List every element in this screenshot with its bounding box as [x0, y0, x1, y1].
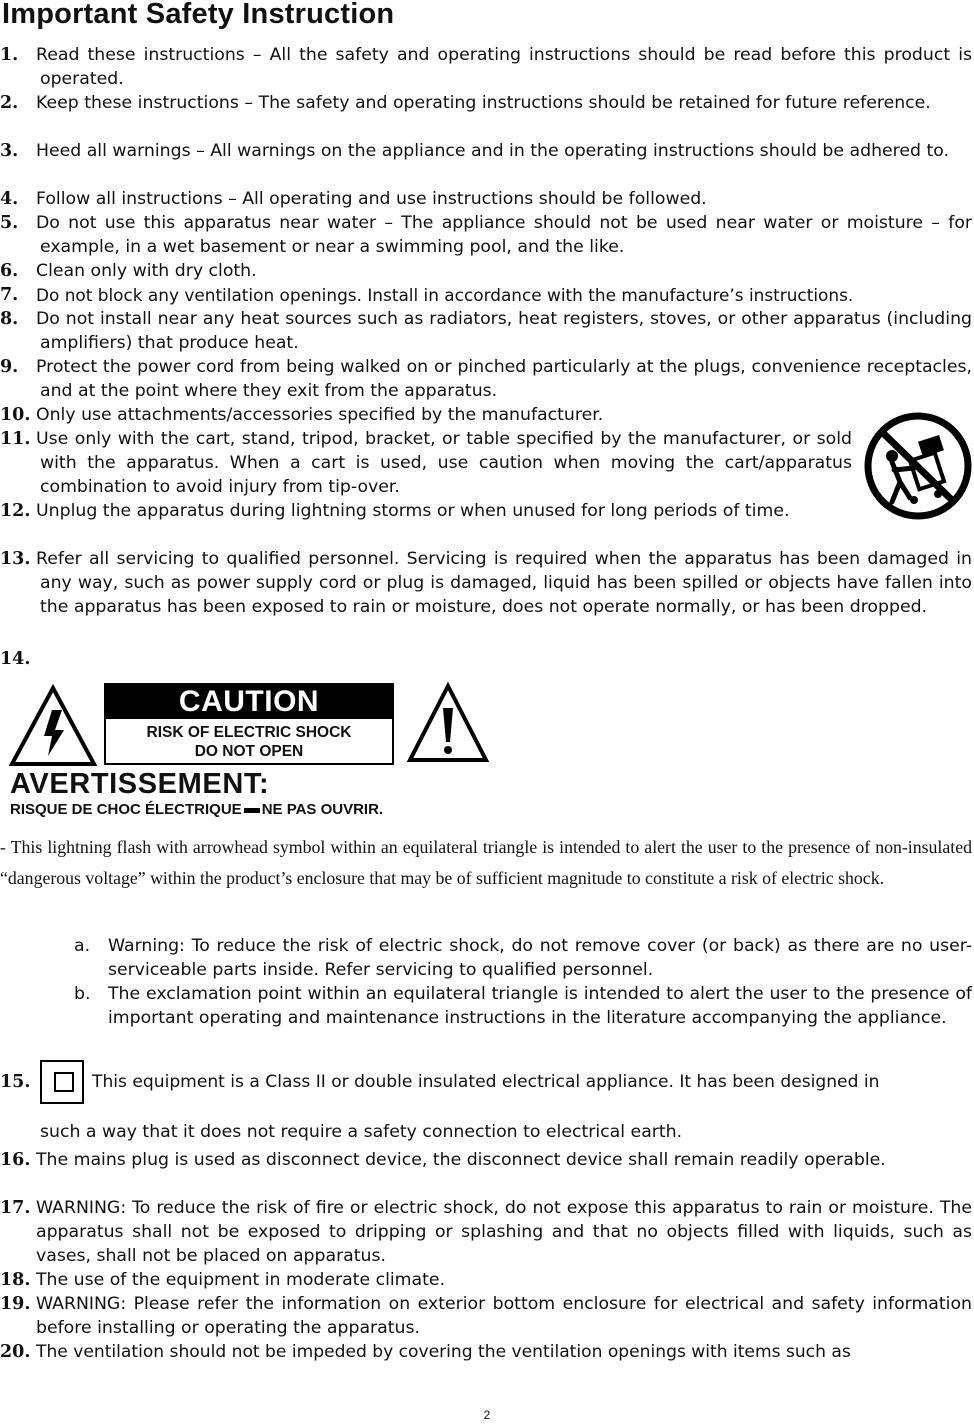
- item-number: 16.: [0, 1150, 31, 1170]
- item-text: Clean only with dry cloth.: [36, 261, 257, 281]
- risque-text-b: NE PAS OUVRIR.: [261, 801, 384, 818]
- sub-item-text: The exclamation point within an equilateral triangle is intended to alert the user to the presence of important operating and maintenance instructions in the literature accompanying the appliance.: [108, 984, 972, 1028]
- item-text: WARNING: To reduce the risk of fire or electric shock, do not expose this apparatus to rain or moisture. The apparatus shall not be exposed to dripping or splashing and that no objects filled with liquids, such as vases, shall not be placed on apparatus.: [36, 1198, 972, 1266]
- item-number: 7.: [0, 285, 19, 305]
- caution-line-2: DO NOT OPEN: [194, 743, 304, 760]
- lightning-warning-triangle-icon: [8, 684, 98, 768]
- item-text-continued: such a way that it does not require a safety connection to electrical earth.: [40, 1122, 683, 1142]
- item-text: The mains plug is used as disconnect device, the disconnect device shall remain readily operable.: [36, 1150, 886, 1170]
- caution-line-1: RISK OF ELECTRIC SHOCK: [146, 724, 352, 741]
- instruction-item-11: [0, 427, 972, 499]
- item-text: Heed all warnings – All warnings on the appliance and in the operating instructions should be adhered to.: [36, 141, 950, 161]
- lightning-symbol-note: - This lightning flash with arrowhead symbol within an equilateral triangle is intended to alert the user to the presence of non-insulated “dangerous voltage” within the product’s enclosure that may be of sufficient magnitude to constitute a risk of electric shock.: [0, 837, 972, 888]
- instruction-item-3: [0, 139, 972, 163]
- item-text: Read these instructions – All the safety and operating instructions should be read before this product is operated.: [36, 45, 972, 89]
- instruction-item-8: [0, 307, 972, 355]
- instruction-item-1: [0, 43, 972, 91]
- instruction-item-2: [0, 91, 972, 115]
- instruction-item-6: [0, 259, 972, 283]
- item-text: The ventilation should not be impeded by covering the ventilation openings with items such as: [36, 1342, 851, 1362]
- instruction-item-5: [0, 211, 972, 259]
- instruction-item-20: [0, 1340, 972, 1364]
- item-number: 13.: [0, 549, 31, 569]
- item-text: Refer all servicing to qualified personnel. Servicing is required when the apparatus has been damaged in any way, such as power supply cord or plug is damaged, liquid has been spilled or objects have fallen into the apparatus has been exposed to rain or moisture, does not operate normally, or has been dropped.: [36, 549, 972, 617]
- class-ii-double-square-icon: [40, 1060, 84, 1104]
- item-number: 8.: [0, 309, 19, 329]
- item-text: This equipment is a Class II or double insulated electrical appliance. It has been designed in: [92, 1072, 880, 1092]
- instruction-item-4: [0, 187, 972, 211]
- sub-item-letter: b.: [74, 984, 91, 1004]
- sub-list: [74, 934, 972, 1030]
- sub-item-b: [74, 982, 972, 1030]
- risque-text-a: RISQUE DE CHOC ÉLECTRIQUE: [10, 801, 242, 818]
- item-number: 5.: [0, 213, 19, 233]
- page-number: 2: [483, 1408, 491, 1422]
- instruction-item-13: [0, 547, 972, 619]
- item-text: WARNING: Please refer the information on exterior bottom enclosure for electrical and safety information before installing or operating the apparatus.: [36, 1294, 972, 1338]
- sub-item-letter: a.: [74, 936, 91, 956]
- risque-line: [10, 801, 383, 818]
- instruction-item-10: [0, 403, 972, 427]
- item-number: 19.: [0, 1294, 31, 1314]
- item-number: 4.: [0, 189, 19, 209]
- item-text: Follow all instructions – All operating and use instructions should be followed.: [36, 189, 707, 209]
- instruction-item-7: [0, 283, 972, 307]
- item-number: 1.: [0, 45, 19, 65]
- avertissement-heading: AVERTISSEMENT:: [10, 768, 270, 800]
- item-number: 6.: [0, 261, 19, 281]
- item-number: 2.: [0, 93, 19, 113]
- exclamation-warning-triangle-icon: [406, 680, 490, 764]
- instruction-item-12: [0, 499, 972, 523]
- caution-label-graphic: [8, 680, 498, 818]
- item-number: 3.: [0, 141, 19, 161]
- caution-box: [104, 683, 394, 765]
- item-number: 15.: [0, 1072, 31, 1092]
- item-text: The use of the equipment in moderate climate.: [36, 1270, 446, 1290]
- no-cart-tip-over-icon: [862, 412, 974, 520]
- item-text: Do not use this apparatus near water – The appliance should not be used near water or moisture – for example, in a wet basement or near a swimming pool, and the like.: [36, 213, 972, 257]
- instruction-item-18: [0, 1268, 972, 1292]
- instruction-item-9: [0, 355, 972, 403]
- caution-heading: CAUTION: [106, 685, 392, 719]
- item-number: 12.: [0, 501, 31, 521]
- item-number: 14.: [0, 649, 31, 669]
- sub-item-text: Warning: To reduce the risk of electric shock, do not remove cover (or back) as there are no user-serviceable parts inside. Refer servicing to qualified personnel.: [108, 936, 972, 980]
- item-number: 9.: [0, 357, 19, 377]
- instruction-item-19: [0, 1292, 972, 1340]
- item-number: 17.: [0, 1198, 31, 1218]
- item-number: 18.: [0, 1270, 31, 1290]
- instruction-item-16: [0, 1148, 972, 1172]
- item-text: Only use attachments/accessories specified by the manufacturer.: [36, 405, 604, 425]
- item-text: Do not install near any heat sources such as radiators, heat registers, stoves, or other apparatus (including amplifiers) that produce heat.: [36, 309, 972, 353]
- sub-item-a: [74, 934, 972, 982]
- dash-bar: [244, 808, 260, 813]
- item-text: Keep these instructions – The safety and operating instructions should be retained for future reference.: [36, 93, 931, 113]
- instruction-item-17: [0, 1196, 972, 1268]
- item-number: 11.: [0, 429, 31, 449]
- item-number: 20.: [0, 1342, 31, 1362]
- item-text: Do not block any ventilation openings. Install in accordance with the manufacture’s instructions.: [36, 285, 854, 305]
- item-number: 10.: [0, 405, 31, 425]
- page-title: Important Safety Instruction: [2, 0, 395, 30]
- item-text: Protect the power cord from being walked on or pinched particularly at the plugs, convenience receptacles, and at the point where they exit from the apparatus.: [36, 357, 972, 401]
- item-text: Unplug the apparatus during lightning storms or when unused for long periods of time.: [36, 501, 790, 521]
- item-text: Use only with the cart, stand, tripod, bracket, or table specified by the manufacturer, or sold with the apparatus. When a cart is used, use caution when moving the cart/apparatus combination to avoid injury from tip-over.: [36, 429, 852, 497]
